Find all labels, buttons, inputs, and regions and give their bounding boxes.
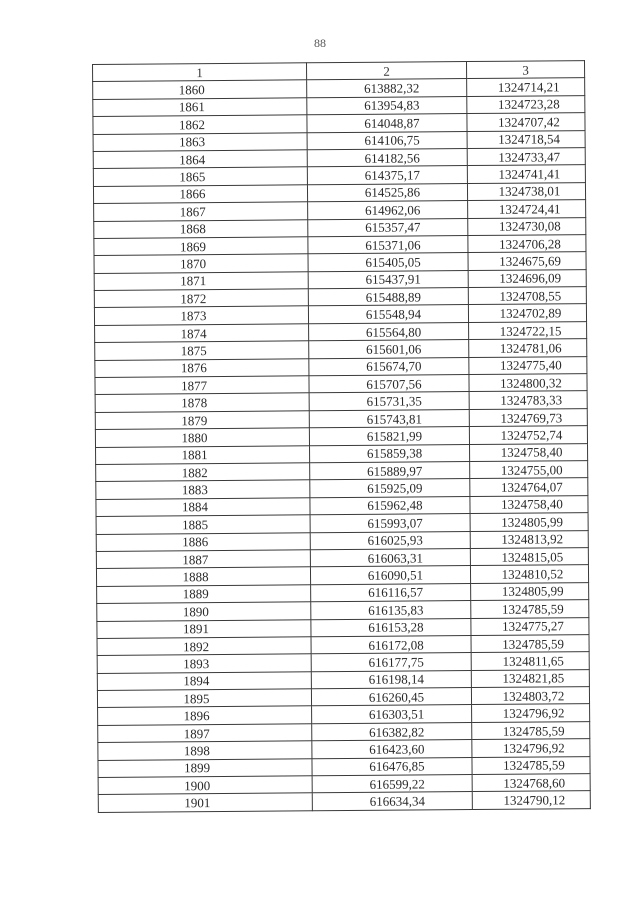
y-coordinate-cell: 1324768,60	[472, 774, 590, 792]
point-number-cell: 1878	[95, 393, 309, 412]
x-coordinate-cell: 615993,07	[310, 514, 470, 533]
y-coordinate-cell: 1324708,55	[468, 287, 586, 305]
x-coordinate-cell: 615674,70	[309, 357, 469, 376]
point-number-cell: 1867	[94, 202, 308, 221]
x-coordinate-cell: 615821,99	[309, 427, 469, 446]
point-number-cell: 1875	[95, 341, 309, 360]
y-coordinate-cell: 1324821,85	[471, 669, 589, 687]
point-number-cell: 1874	[95, 324, 309, 343]
y-coordinate-cell: 1324738,01	[467, 182, 585, 200]
y-coordinate-cell: 1324810,52	[470, 565, 588, 583]
x-coordinate-cell: 615357,47	[308, 218, 468, 237]
y-coordinate-cell: 1324758,40	[470, 495, 588, 513]
point-number-cell: 1901	[98, 793, 312, 812]
y-coordinate-cell: 1324702,89	[468, 304, 586, 322]
y-coordinate-cell: 1324805,99	[471, 582, 589, 600]
y-coordinate-cell: 1324813,92	[470, 530, 588, 548]
point-number-cell: 1894	[97, 671, 311, 690]
column-header-2: 2	[306, 62, 466, 81]
point-number-cell: 1896	[98, 706, 312, 725]
x-coordinate-cell: 614375,17	[307, 166, 467, 185]
y-coordinate-cell: 1324803,72	[471, 687, 589, 705]
point-number-cell: 1888	[96, 567, 310, 586]
y-coordinate-cell: 1324781,06	[469, 339, 587, 357]
x-coordinate-cell: 613954,83	[307, 96, 467, 115]
point-number-cell: 1886	[96, 532, 310, 551]
x-coordinate-cell: 614525,86	[307, 183, 467, 202]
y-coordinate-cell: 1324796,92	[472, 739, 590, 757]
y-coordinate-cell: 1324758,40	[469, 443, 587, 461]
point-number-cell: 1868	[94, 219, 308, 238]
y-coordinate-cell: 1324785,59	[471, 600, 589, 618]
y-coordinate-cell: 1324714,21	[467, 78, 585, 96]
y-coordinate-cell: 1324796,92	[472, 704, 590, 722]
point-number-cell: 1869	[94, 237, 308, 256]
y-coordinate-cell: 1324800,32	[469, 374, 587, 392]
x-coordinate-cell: 615859,38	[310, 444, 470, 463]
point-number-cell: 1898	[98, 741, 312, 760]
y-coordinate-cell: 1324707,42	[467, 113, 585, 131]
table-body	[93, 78, 591, 812]
page-number: 88	[314, 36, 326, 50]
point-number-cell: 1892	[97, 637, 311, 656]
coordinates-table	[92, 60, 591, 813]
point-number-cell: 1879	[95, 411, 309, 430]
x-coordinate-cell: 615601,06	[309, 340, 469, 359]
point-number-cell: 1897	[98, 724, 312, 743]
point-number-cell: 1890	[97, 602, 311, 621]
x-coordinate-cell: 616382,82	[312, 722, 472, 741]
x-coordinate-cell: 615743,81	[309, 409, 469, 428]
x-coordinate-cell: 613882,32	[307, 79, 467, 98]
y-coordinate-cell: 1324783,33	[469, 391, 587, 409]
y-coordinate-cell: 1324785,59	[472, 721, 590, 739]
x-coordinate-cell: 616198,14	[311, 670, 471, 689]
x-coordinate-cell: 616025,93	[310, 531, 470, 550]
y-coordinate-cell: 1324775,40	[469, 356, 587, 374]
x-coordinate-cell: 615889,97	[310, 462, 470, 481]
point-number-cell: 1873	[94, 306, 308, 325]
y-coordinate-cell: 1324706,28	[468, 235, 586, 253]
y-coordinate-cell: 1324675,69	[468, 252, 586, 270]
y-coordinate-cell: 1324752,74	[469, 426, 587, 444]
x-coordinate-cell: 615548,94	[308, 305, 468, 324]
y-coordinate-cell: 1324724,41	[468, 200, 586, 218]
y-coordinate-cell: 1324811,65	[471, 652, 589, 670]
table-row	[98, 791, 590, 812]
point-number-cell: 1885	[96, 515, 310, 534]
y-coordinate-cell: 1324785,59	[471, 635, 589, 653]
x-coordinate-cell: 615925,09	[310, 479, 470, 498]
point-number-cell: 1866	[93, 185, 307, 204]
point-number-cell: 1887	[96, 550, 310, 569]
x-coordinate-cell: 615731,35	[309, 392, 469, 411]
point-number-cell: 1877	[95, 376, 309, 395]
x-coordinate-cell: 616599,22	[312, 775, 472, 794]
x-coordinate-cell: 616423,60	[312, 740, 472, 759]
point-number-cell: 1882	[96, 463, 310, 482]
y-coordinate-cell: 1324764,07	[470, 478, 588, 496]
column-header-1: 1	[93, 63, 307, 82]
x-coordinate-cell: 615437,91	[308, 270, 468, 289]
y-coordinate-cell: 1324805,99	[470, 513, 588, 531]
point-number-cell: 1881	[96, 445, 310, 464]
point-number-cell: 1884	[96, 498, 310, 517]
point-number-cell: 1889	[97, 585, 311, 604]
x-coordinate-cell: 615405,05	[308, 253, 468, 272]
point-number-cell: 1900	[98, 776, 312, 795]
x-coordinate-cell: 616260,45	[311, 688, 471, 707]
point-number-cell: 1861	[93, 98, 307, 117]
x-coordinate-cell: 615707,56	[309, 375, 469, 394]
y-coordinate-cell: 1324785,59	[472, 756, 590, 774]
x-coordinate-cell: 616172,08	[311, 635, 471, 654]
point-number-cell: 1891	[97, 619, 311, 638]
point-number-cell: 1870	[94, 254, 308, 273]
y-coordinate-cell: 1324696,09	[468, 269, 586, 287]
y-coordinate-cell: 1324723,28	[467, 95, 585, 113]
y-coordinate-cell: 1324755,00	[470, 461, 588, 479]
y-coordinate-cell: 1324733,47	[467, 148, 585, 166]
point-number-cell: 1893	[97, 654, 311, 673]
x-coordinate-cell: 616634,34	[312, 792, 472, 811]
x-coordinate-cell: 614106,75	[307, 131, 467, 150]
y-coordinate-cell: 1324775,27	[471, 617, 589, 635]
y-coordinate-cell: 1324730,08	[468, 217, 586, 235]
point-number-cell: 1871	[94, 271, 308, 290]
y-coordinate-cell: 1324718,54	[467, 130, 585, 148]
x-coordinate-cell: 616063,31	[310, 548, 470, 567]
point-number-cell: 1883	[96, 480, 310, 499]
point-number-cell: 1899	[98, 758, 312, 777]
x-coordinate-cell: 615564,80	[309, 322, 469, 341]
x-coordinate-cell: 616303,51	[312, 705, 472, 724]
column-header-3: 3	[466, 61, 584, 79]
point-number-cell: 1876	[95, 358, 309, 377]
x-coordinate-cell: 615488,89	[308, 288, 468, 307]
x-coordinate-cell: 616090,51	[310, 566, 470, 585]
x-coordinate-cell: 614048,87	[307, 114, 467, 133]
x-coordinate-cell: 615371,06	[308, 235, 468, 254]
y-coordinate-cell: 1324790,12	[472, 791, 590, 809]
y-coordinate-cell: 1324815,05	[470, 548, 588, 566]
point-number-cell: 1880	[95, 428, 309, 447]
y-coordinate-cell: 1324722,15	[469, 321, 587, 339]
x-coordinate-cell: 614182,56	[307, 149, 467, 168]
x-coordinate-cell: 616153,28	[311, 618, 471, 637]
x-coordinate-cell: 616476,85	[312, 757, 472, 776]
x-coordinate-cell: 616135,83	[311, 601, 471, 620]
point-number-cell: 1863	[93, 132, 307, 151]
point-number-cell: 1864	[93, 150, 307, 169]
point-number-cell: 1860	[93, 80, 307, 99]
x-coordinate-cell: 615962,48	[310, 496, 470, 515]
point-number-cell: 1872	[94, 289, 308, 308]
x-coordinate-cell: 616177,75	[311, 653, 471, 672]
point-number-cell: 1895	[97, 689, 311, 708]
x-coordinate-cell: 616116,57	[311, 583, 471, 602]
point-number-cell: 1865	[93, 167, 307, 186]
y-coordinate-cell: 1324741,41	[467, 165, 585, 183]
point-number-cell: 1862	[93, 115, 307, 134]
x-coordinate-cell: 614962,06	[308, 201, 468, 220]
y-coordinate-cell: 1324769,73	[469, 408, 587, 426]
